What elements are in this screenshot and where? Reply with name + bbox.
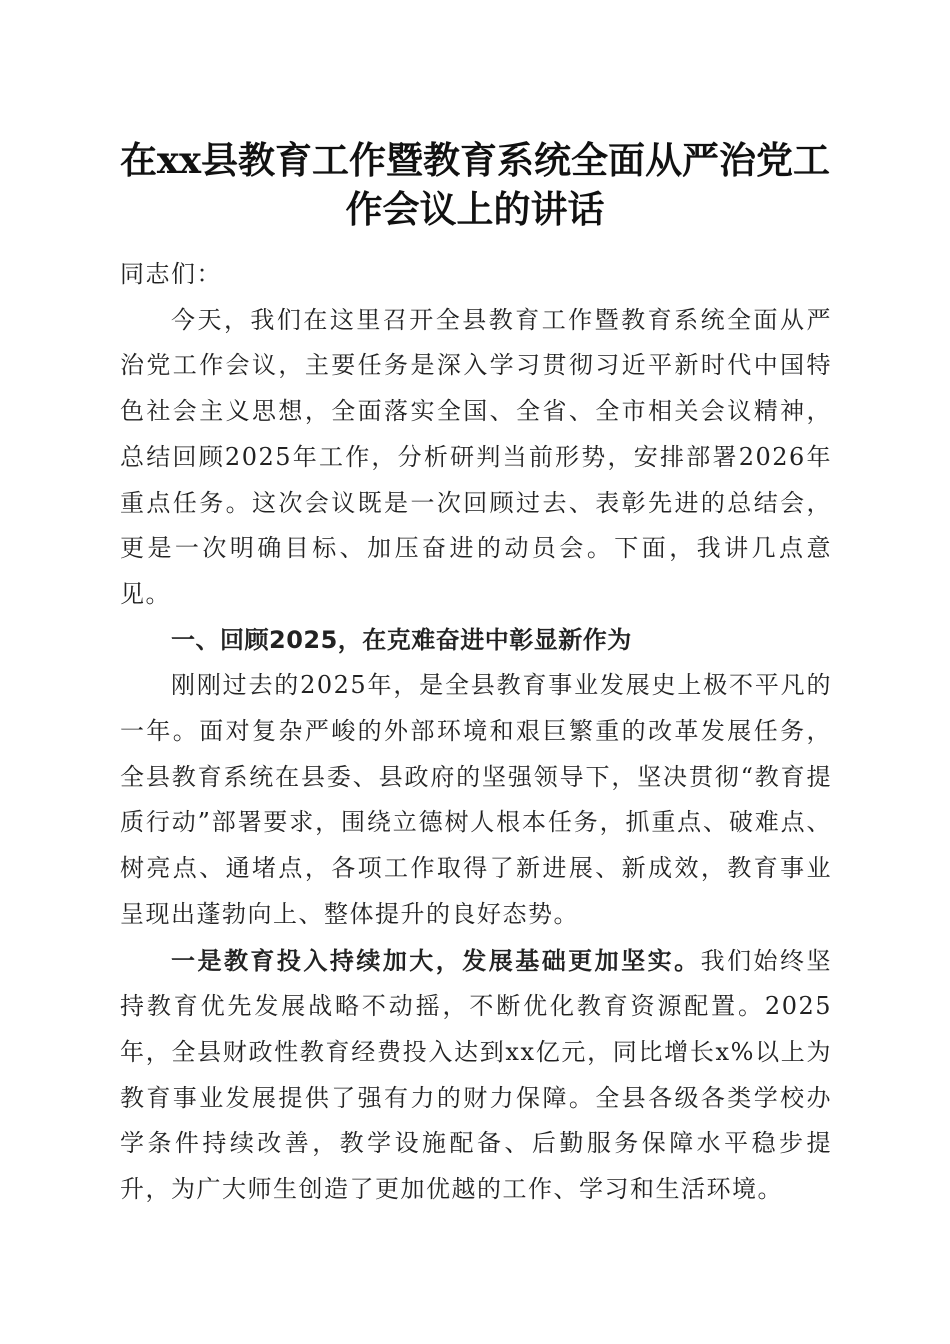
title-line-2: 作会议上的讲话 bbox=[345, 187, 605, 231]
paragraph-opening: 今天，我们在这里召开全县教育工作暨教育系统全面从严治党工作会议，主要任务是深入学习贯彻习近平新时代中国特色社会主义思想，全面落实全国、全省、全市相关会议精神，总结回顾2025年工作，分析研判当前形势，安排部署2026年重点任务。这次会议既是一次回顾过去、表彰先进的总结会，更是一次明确目标、加压奋进的动员会。下面，我讲几点意见。 bbox=[120, 305, 832, 608]
salutation: 同志们： bbox=[120, 260, 222, 288]
paragraph-investment bbox=[120, 938, 832, 1213]
title-line-1: 在xx县教育工作暨教育系统全面从严治党工 bbox=[119, 138, 831, 182]
paragraph-lead-text: 一是教育投入持续加大，发展基础更加坚实。 bbox=[171, 945, 701, 975]
section-heading-1: 一、回顾2025，在克难奋进中彰显新作为 bbox=[171, 625, 632, 654]
document-title bbox=[100, 136, 850, 234]
paragraph-review: 刚刚过去的2025年，是全县教育事业发展史上极不平凡的一年。面对复杂严峻的外部环境和艰巨繁重的改革发展任务，全县教育系统在县委、县政府的坚强领导下，坚决贯彻“教育提质行动”部署要求，围绕立德树人根本任务，抓重点、破难点、树亮点、通堵点，各项工作取得了新进展、新成效，教育事业呈现出蓬勃向上、整体提升的良好态势。 bbox=[120, 671, 832, 928]
paragraph-body-text: 我们始终坚持教育优先发展战略不动摇，不断优化教育资源配置。2025年，全县财政性教育经费投入达到xx亿元，同比增长x%以上为教育事业发展提供了强有力的财力保障。全县各级各类学校办学条件持续改善，教学设施配备、后勤服务保障水平稳步提升，为广大师生创造了更加优越的工作、学习和生活环境。 bbox=[120, 946, 833, 1204]
document-body bbox=[120, 252, 832, 1213]
